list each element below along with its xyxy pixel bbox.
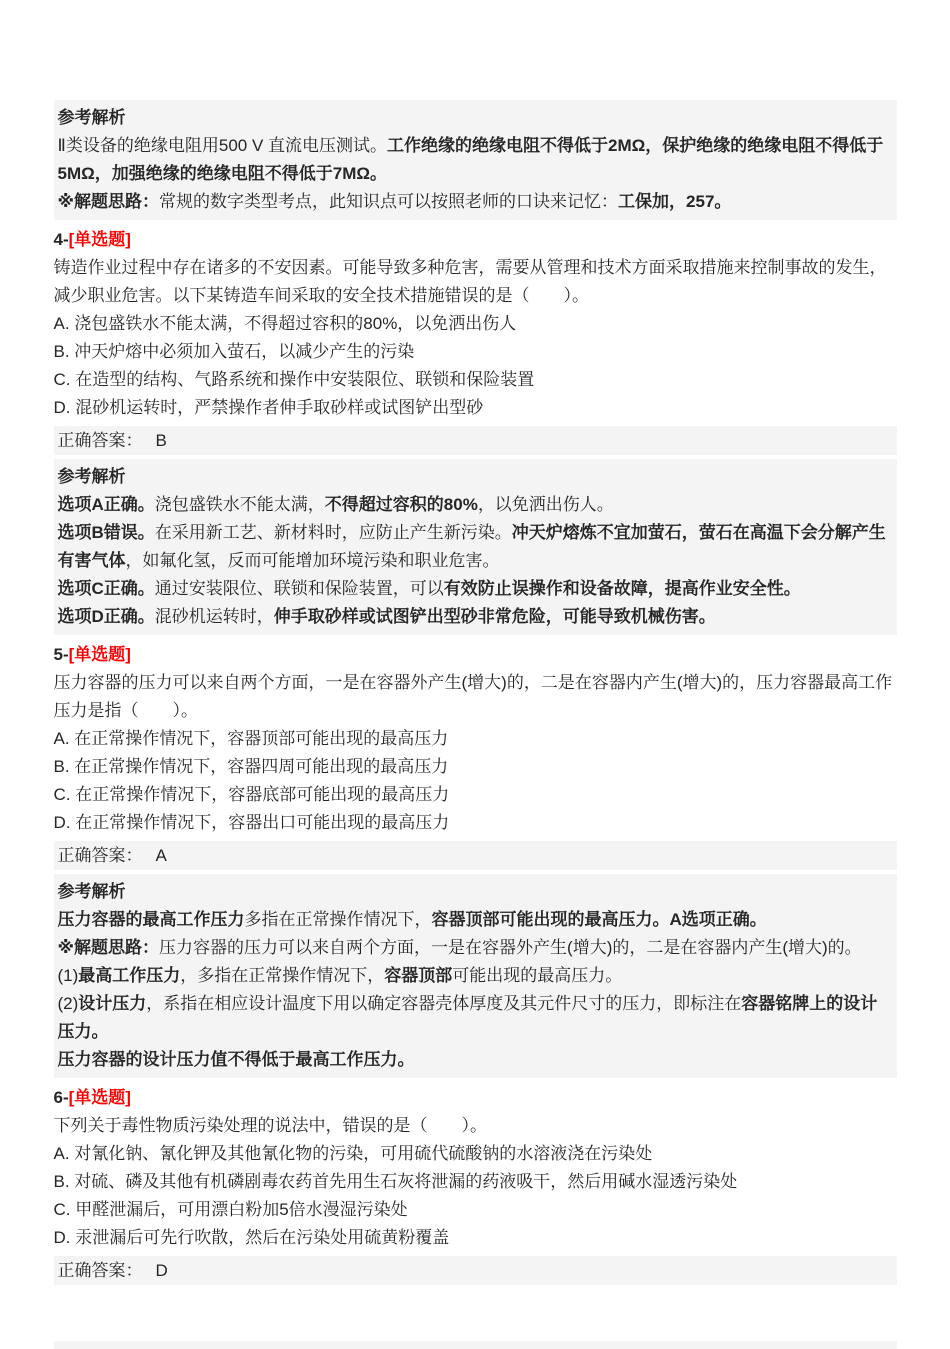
answer-label: 正确答案： bbox=[57, 846, 143, 865]
question-stem: 下列关于毒性物质污染处理的说法中，错误的是（ ）。 bbox=[53, 1116, 487, 1135]
document-body bbox=[54, 100, 897, 1349]
text-segment: ※解题思路： bbox=[57, 192, 160, 211]
question-stem: 压力容器的压力可以来自两个方面，一是在容器外产生(增大)的，二是在容器内产生(增大)的，压力容器最高工作压力是指（ ）。 bbox=[53, 673, 893, 720]
analysis-paragraph bbox=[58, 519, 893, 575]
option-item: B. 在正常操作情况下，容器四周可能出现的最高压力 bbox=[53, 757, 449, 776]
question-number: 5- bbox=[53, 645, 69, 664]
text-segment: (1) bbox=[57, 966, 79, 985]
option-item: A. 在正常操作情况下，容器顶部可能出现的最高压力 bbox=[53, 729, 449, 748]
text-segment: 可能出现的最高压力。 bbox=[452, 966, 623, 985]
option-item: A. 对氰化钠、氰化钾及其他氰化物的污染，可用硫代硫酸钠的水溶液浇在污染处 bbox=[53, 1144, 653, 1163]
option-item: B. 冲天炉熔中必须加入萤石，以减少产生的污染 bbox=[53, 342, 415, 361]
text-segment: 多指在正常操作情况下， bbox=[244, 910, 432, 929]
text-segment: 容器顶部可能出现的最高压力。A选项正确。 bbox=[431, 910, 767, 929]
text-segment: ，系指在相应设计温度下用以确定容器壳体厚度及其元件尺寸的压力，即标注在 bbox=[146, 994, 742, 1013]
text-segment: 通过安装限位、联锁和保险装置，可以 bbox=[154, 579, 444, 598]
option-item: D. 汞泄漏后可先行吹散，然后在污染处用硫黄粉覆盖 bbox=[53, 1228, 450, 1247]
question-number: 6- bbox=[53, 1088, 69, 1107]
text-segment: 伸手取砂样或试图铲出型砂非常危险，可能导致机械伤害。 bbox=[273, 607, 716, 626]
question-header bbox=[54, 1084, 897, 1112]
question-block-6 bbox=[54, 1084, 897, 1285]
text-segment: 在采用新工艺、新材料时，应防止产生新污染。 bbox=[154, 523, 512, 542]
text-segment: 工保加，257。 bbox=[618, 192, 732, 211]
text-segment: 容器铭牌上的设计压力。 bbox=[57, 994, 878, 1041]
answer-row bbox=[54, 1256, 897, 1285]
analysis-block bbox=[54, 459, 897, 635]
text-segment: 有效防止误操作和设备故障，提高作业安全性。 bbox=[443, 579, 801, 598]
text-segment: (2) bbox=[57, 994, 79, 1013]
text-segment: 工作绝缘的绝缘电阻不得低于2MΩ，保护绝缘的绝缘电阻不得低于5MΩ，加强绝缘的绝缘电阻不得低于7MΩ。 bbox=[57, 136, 884, 183]
text-segment: 常规的数字类型考点，此知识点可以按照老师的口诀来记忆： bbox=[159, 192, 619, 211]
question-block-4 bbox=[54, 226, 897, 455]
question-type-badge: [单选题] bbox=[68, 645, 131, 664]
analysis-block bbox=[54, 100, 897, 220]
option-item: A. 浇包盛铁水不能太满，不得超过容积的80%，以免洒出伤人 bbox=[53, 314, 517, 333]
question-header bbox=[54, 641, 897, 669]
question-stem: 铸造作业过程中存在诸多的不安因素。可能导致多种危害，需要从管理和技术方面采取措施来控制事故的发生，减少职业危害。以下某铸造车间采取的安全技术措施错误的是（ ）。 bbox=[53, 258, 887, 305]
text-segment: 压力容器的设计压力值不得低于最高工作压力。 bbox=[57, 1050, 415, 1069]
text-segment: ，以免洒出伤人。 bbox=[477, 495, 614, 514]
text-segment: 最高工作压力 bbox=[78, 966, 181, 985]
text-segment: ※解题思路： bbox=[57, 938, 160, 957]
text-segment: 选项D正确。 bbox=[57, 607, 155, 626]
answer-label: 正确答案： bbox=[57, 431, 143, 450]
question-type-badge: [单选题] bbox=[68, 230, 131, 249]
option-item: C. 甲醛泄漏后，可用漂白粉加5倍水漫湿污染处 bbox=[53, 1200, 408, 1219]
question-type-badge: [单选题] bbox=[68, 1088, 131, 1107]
analysis-paragraph bbox=[58, 990, 893, 1046]
option-item: C. 在造型的结构、气路系统和操作中安装限位、联锁和保险装置 bbox=[53, 370, 535, 389]
text-segment: 压力容器的最高工作压力 bbox=[57, 910, 245, 929]
text-segment: 容器顶部 bbox=[384, 966, 453, 985]
text-segment: ，如氟化氢，反而可能增加环境污染和职业危害。 bbox=[125, 551, 500, 570]
option-item: C. 在正常操作情况下，容器底部可能出现的最高压力 bbox=[53, 785, 450, 804]
text-segment: 选项A正确。 bbox=[57, 495, 155, 514]
analysis-paragraph bbox=[58, 906, 893, 934]
question-header bbox=[54, 226, 897, 254]
text-segment: 压力容器的压力可以来自两个方面，一是在容器外产生(增大)的，二是在容器内产生(增大)的。 bbox=[159, 938, 862, 957]
analysis-paragraph bbox=[58, 132, 893, 188]
analysis-paragraph bbox=[58, 491, 893, 519]
text-segment: 选项C正确。 bbox=[57, 579, 155, 598]
answer-value: A bbox=[155, 846, 167, 865]
text-segment: 冲天炉熔炼不宜加萤石，萤石在高温下会分解产生有害气体 bbox=[57, 523, 886, 570]
question-number: 4- bbox=[53, 230, 69, 249]
text-segment: 不得超过容积的80% bbox=[324, 495, 478, 514]
text-segment: Ⅱ类设备的绝缘电阻用500 V 直流电压测试。 bbox=[57, 136, 388, 155]
analysis-block bbox=[54, 874, 897, 1078]
answer-row bbox=[54, 841, 897, 870]
analysis-paragraph bbox=[58, 962, 893, 990]
analysis-paragraph bbox=[58, 1046, 893, 1074]
analysis-title: 参考解析 bbox=[57, 467, 126, 486]
answer-row bbox=[54, 426, 897, 455]
analysis-paragraph bbox=[58, 603, 893, 631]
text-segment: ，多指在正常操作情况下， bbox=[180, 966, 385, 985]
text-segment: 浇包盛铁水不能太满， bbox=[154, 495, 325, 514]
option-item: D. 在正常操作情况下，容器出口可能出现的最高压力 bbox=[53, 813, 450, 832]
analysis-paragraph bbox=[58, 188, 893, 216]
question-block-5 bbox=[54, 641, 897, 870]
partial-next-block-strip bbox=[54, 1341, 897, 1349]
text-segment: 混砂机运转时， bbox=[154, 607, 274, 626]
answer-value: D bbox=[155, 1261, 168, 1280]
analysis-title: 参考解析 bbox=[57, 108, 126, 127]
text-segment: 选项B错误。 bbox=[57, 523, 155, 542]
option-item: B. 对硫、磷及其他有机磷剧毒农药首先用生石灰将泄漏的药液吸干，然后用碱水湿透污染处 bbox=[53, 1172, 738, 1191]
option-item: D. 混砂机运转时，严禁操作者伸手取砂样或试图铲出型砂 bbox=[53, 398, 484, 417]
answer-label: 正确答案： bbox=[57, 1261, 143, 1280]
analysis-title: 参考解析 bbox=[57, 882, 126, 901]
analysis-paragraph bbox=[58, 934, 893, 962]
answer-value: B bbox=[155, 431, 167, 450]
text-segment: 设计压力 bbox=[78, 994, 147, 1013]
analysis-paragraph bbox=[58, 575, 893, 603]
